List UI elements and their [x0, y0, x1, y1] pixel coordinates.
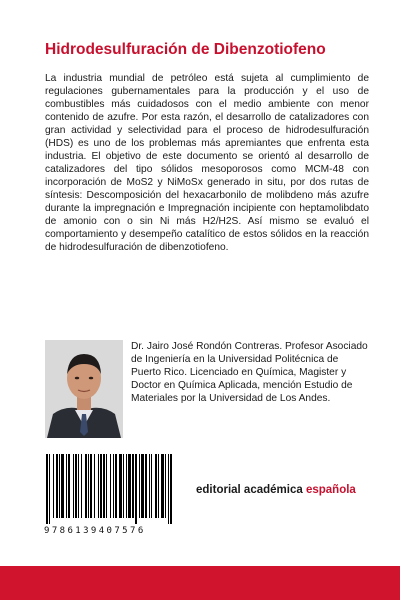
publisher-name-part2: española	[305, 484, 356, 496]
barcode-number: 9786139407576	[44, 526, 146, 536]
book-title: Hidrodesulfuración de Dibenzotiofeno	[45, 41, 326, 58]
author-bio: Dr. Jairo José Rondón Contreras. Profesor Asociado de Ingeniería en la Universidad Politécnica de Puerto Rico. Licenciado en Química, Magister y Doctor en Química Aplicada, mención Estudio de Materiales por la Universidad de Los Andes.	[131, 341, 368, 404]
author-photo	[45, 340, 123, 438]
synopsis-text: La industria mundial de petróleo está sujeta al cumplimiento de regulaciones gubernamentales para la producción y el uso de combustibles más cuidadosos con el medio ambiente con menor contenido de azufre. Por esta razón, el desarrollo de catalizadores con gran actividad y selectividad para el proceso de hidrodesulfuración (HDS) es uno de los problemas más apremiantes que enfrenta esta industria. El objetivo de este documento se orientó al desarrollo de catalizadores del tipo sólidos mesoporosos como MCM-48 con incorporación de MoS2 y NiMoSx generado in situ, por dos rutas de síntesis: Descomposición del hexacarbonilo de molibdeno más azufre durante la impregnación e Impregnación incipiente con heptamolibdato de amonio con o sin Ni más H2/H2S. Así mismo se evaluó el comportamiento y desempeño catalítico de estos sólidos en la reacción de hidrodesulfuración de dibenzotiofeno.	[45, 73, 369, 253]
bottom-color-band	[0, 566, 400, 600]
publisher-name	[196, 484, 356, 496]
publisher-name-part1: editorial académica	[196, 484, 306, 496]
